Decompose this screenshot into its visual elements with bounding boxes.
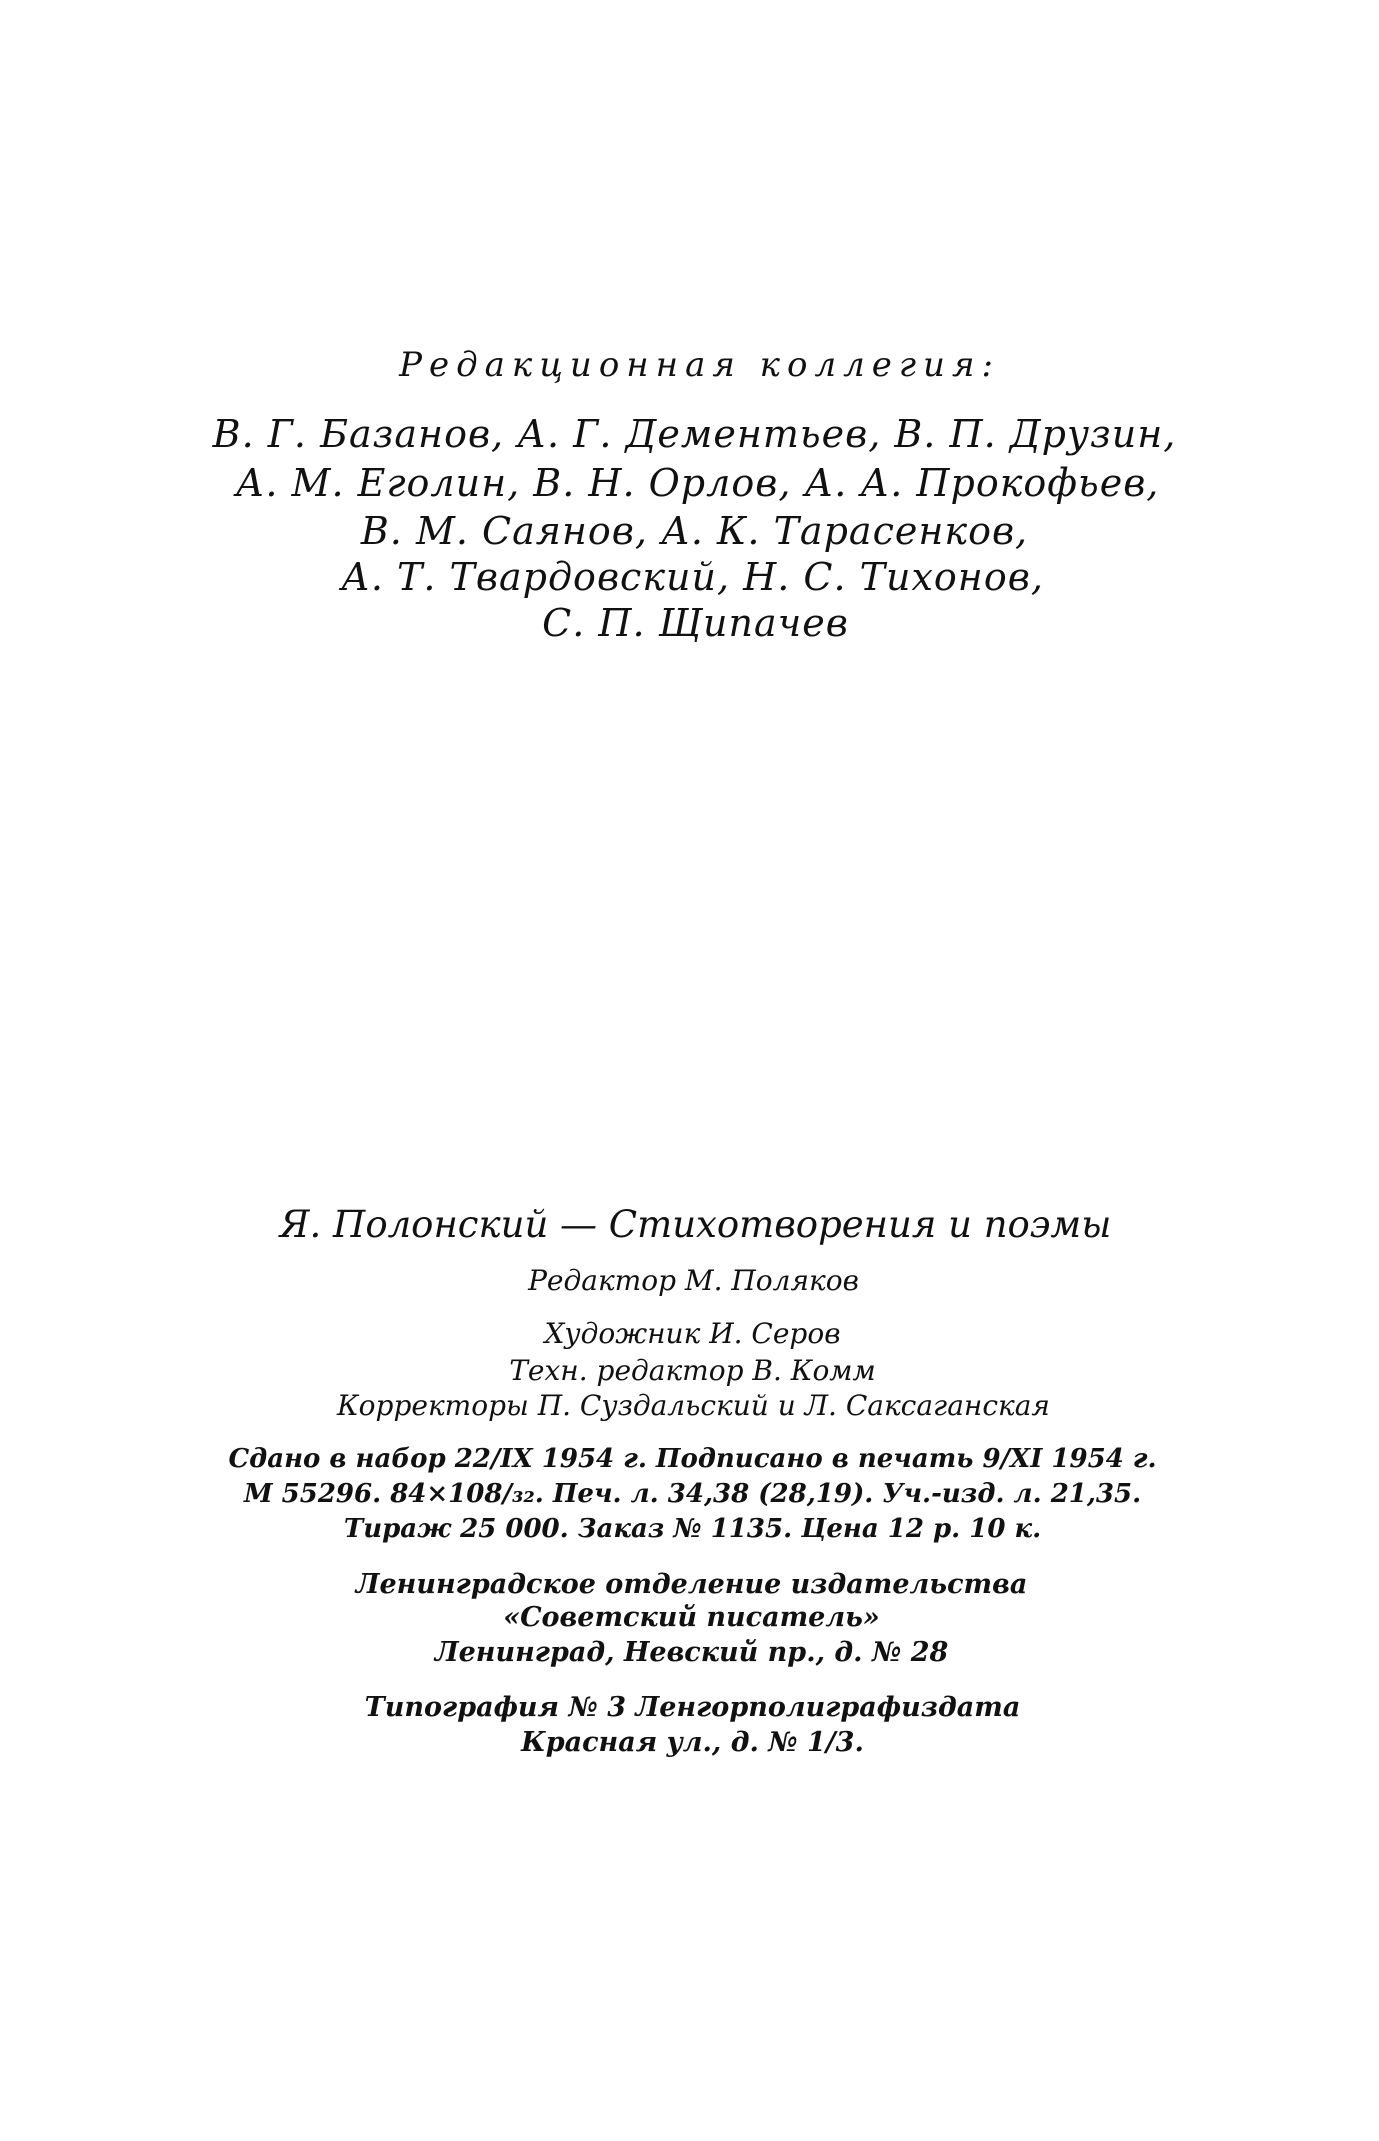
proofreaders-credit: Корректоры П. Суздальский и Л. Саксаганская [337,1389,1050,1422]
editorial-board-member-line: С. П. Щипачев [542,601,849,645]
artist-credit: Художник И. Серов [544,1317,841,1350]
publisher-line: «Советский писатель» [503,1602,880,1633]
imprint-line: Сдано в набор 22/IX 1954 г. Подписано в печать 9/XI 1954 г. [228,1444,1157,1474]
book-title: Я. Полонский — Стихотворения и поэмы [279,1203,1112,1246]
editorial-board-member-line: А. М. Еголин, В. Н. Орлов, А. А. Прокофьев, [235,461,1160,505]
editorial-board-member-line: В. Г. Базанов, А. Г. Дементьев, В. П. Друзин, [212,412,1177,456]
publisher-line: Ленинградское отделение издательства [355,1569,1028,1600]
printer-line: Типография № 3 Ленгорполиграфиздата [364,1692,1021,1723]
editor-credit: Редактор М. Поляков [528,1264,859,1297]
imprint-line: М 55296. 84×108/₃₂. Печ. л. 34,38 (28,19). Уч.-изд. л. 21,35. [243,1479,1142,1509]
editorial-board-heading: Редакционная коллегия: [399,345,1000,385]
imprint-line: Тираж 25 000. Заказ № 1135. Цена 12 р. 10 к. [343,1514,1042,1544]
editorial-board-member-line: А. Т. Твардовский, Н. С. Тихонов, [341,555,1044,599]
editorial-board-member-line: В. М. Саянов, А. К. Тарасенков, [360,509,1029,553]
printer-line: Красная ул., д. № 1/3. [521,1727,864,1758]
tech-editor-credit: Техн. редактор В. Комм [509,1354,876,1387]
publisher-line: Ленинград, Невский пр., д. № 28 [434,1637,949,1668]
